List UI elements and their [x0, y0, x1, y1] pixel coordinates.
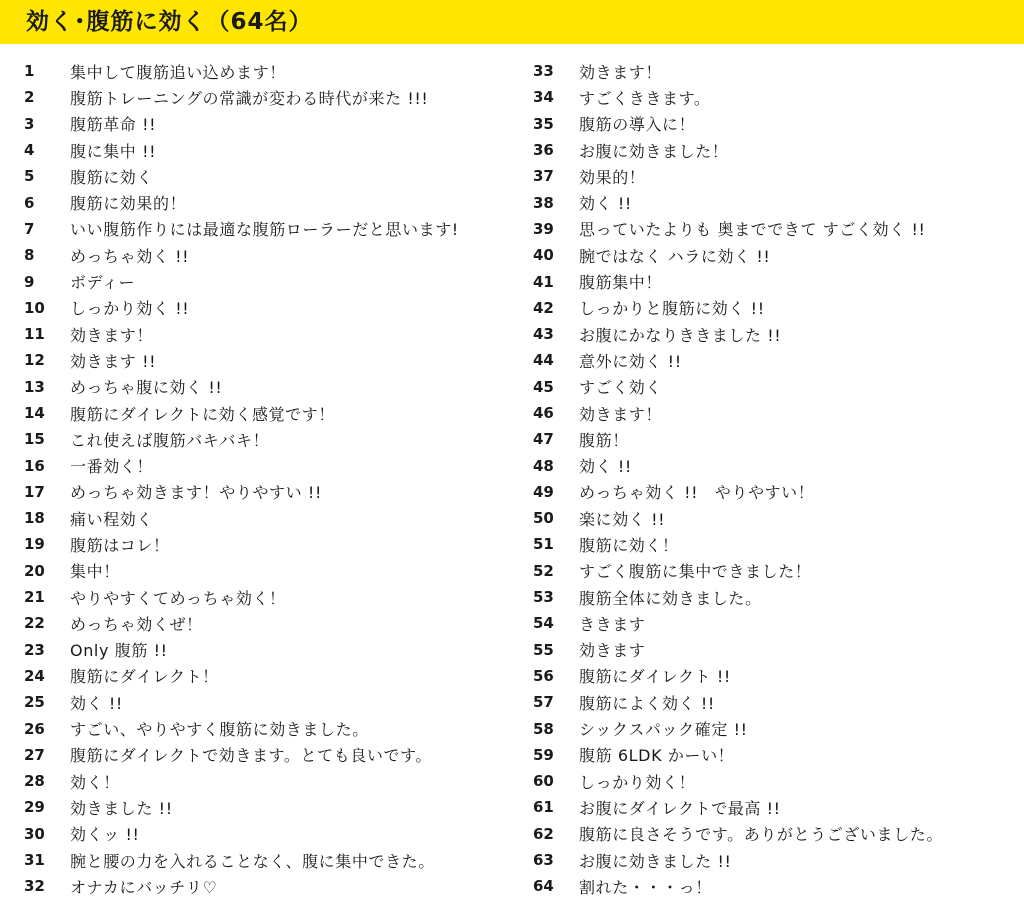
- item-number: 47: [533, 430, 554, 449]
- item-text: 腹筋革命 !!: [70, 115, 157, 135]
- item-number: 18: [24, 509, 45, 528]
- item-text: 効きます: [579, 641, 646, 661]
- item-text: 効く !!: [579, 194, 632, 214]
- list-item: [24, 84, 524, 110]
- item-text: 効く！: [70, 772, 120, 792]
- item-number: 12: [24, 351, 45, 370]
- item-number: 55: [533, 640, 554, 659]
- item-text: 腹筋にダイレクト！: [70, 667, 219, 687]
- list-item: [533, 216, 1019, 242]
- item-number: 4: [24, 141, 35, 160]
- list-item: [533, 742, 1019, 768]
- item-number: 31: [24, 851, 45, 870]
- item-number: 63: [533, 851, 554, 870]
- item-number: 10: [24, 298, 45, 317]
- item-text: シックスパック確定 !!: [579, 720, 748, 740]
- item-text: 腕ではなく ハラに効く !!: [579, 246, 771, 266]
- list-item: [533, 663, 1019, 689]
- item-text: めっちゃ効く !!: [70, 246, 190, 266]
- item-number: 26: [24, 719, 45, 738]
- list-item: [533, 584, 1019, 610]
- item-text: しっかり効く !!: [70, 299, 190, 319]
- item-number: 41: [533, 272, 554, 291]
- list-item: [533, 58, 1019, 84]
- item-text: 集中！: [70, 562, 120, 582]
- item-text: お腹に効きました !!: [579, 851, 732, 871]
- item-number: 20: [24, 561, 45, 580]
- list-item: [24, 400, 524, 426]
- item-number: 13: [24, 377, 45, 396]
- item-number: 57: [533, 693, 554, 712]
- item-text: しっかり効く！: [579, 772, 696, 792]
- list-item: [533, 873, 1019, 899]
- item-number: 15: [24, 430, 45, 449]
- item-text: めっちゃ効くぜ！: [70, 614, 203, 634]
- list-item: [533, 189, 1019, 215]
- list-item: [24, 558, 524, 584]
- item-number: 35: [533, 114, 554, 133]
- item-number: 23: [24, 640, 45, 659]
- list-item: [24, 715, 524, 741]
- item-number: 38: [533, 193, 554, 212]
- item-number: 58: [533, 719, 554, 738]
- item-text: 痛い程効く: [70, 509, 154, 529]
- item-number: 1: [24, 62, 35, 81]
- item-number: 28: [24, 772, 45, 791]
- item-text: 腹筋 6LDK かーい！: [579, 746, 735, 766]
- item-text: 効きます！: [579, 404, 663, 424]
- item-text: 意外に効く !!: [579, 351, 682, 371]
- item-text: 腹筋全体に効きました。: [579, 588, 762, 608]
- list-item: [533, 268, 1019, 294]
- item-number: 48: [533, 456, 554, 475]
- list-item: [24, 374, 524, 400]
- item-text: 楽に効く !!: [579, 509, 666, 529]
- list-item: [533, 610, 1019, 636]
- item-text: やりやすくてめっちゃ効く！: [70, 588, 286, 608]
- list-item: [24, 505, 524, 531]
- list-item: [533, 479, 1019, 505]
- list-item: [24, 584, 524, 610]
- list-item: [533, 374, 1019, 400]
- list-item: [24, 268, 524, 294]
- item-text: 腹に集中 !!: [70, 141, 157, 161]
- item-number: 17: [24, 482, 45, 501]
- item-text: 腹筋にダイレクト !!: [579, 667, 731, 687]
- list-item: [24, 347, 524, 373]
- list-item: [24, 768, 524, 794]
- list-item: [533, 321, 1019, 347]
- item-number: 8: [24, 246, 35, 265]
- list-item: [24, 111, 524, 137]
- item-text: めっちゃ腹に効く !!: [70, 378, 223, 398]
- list-item: [533, 295, 1019, 321]
- item-number: 64: [533, 877, 554, 896]
- list-item: [533, 452, 1019, 478]
- item-number: 25: [24, 693, 45, 712]
- list-item: [24, 163, 524, 189]
- item-text: これ使えば腹筋バキバキ！: [70, 430, 270, 450]
- item-number: 24: [24, 666, 45, 685]
- item-number: 59: [533, 745, 554, 764]
- item-text: めっちゃ効く !! やりやすい！: [579, 483, 815, 503]
- item-text: いい腹筋作りには最適な腹筋ローラーだと思います!: [70, 220, 459, 240]
- item-text: ボディー: [70, 273, 136, 293]
- item-text: 効くッ !!: [70, 825, 140, 845]
- list-item: [24, 531, 524, 557]
- list-item: [24, 479, 524, 505]
- list-item: [533, 84, 1019, 110]
- item-number: 50: [533, 509, 554, 528]
- item-text: 腹筋に効く: [70, 167, 154, 187]
- item-text: 腹筋にダイレクトに効く感覚です！: [70, 404, 335, 424]
- item-number: 30: [24, 824, 45, 843]
- item-number: 37: [533, 167, 554, 186]
- list-item: [533, 505, 1019, 531]
- list-item: [24, 216, 524, 242]
- item-text: すごく効く: [579, 378, 663, 398]
- item-number: 2: [24, 88, 35, 107]
- list-item: [533, 689, 1019, 715]
- list-item: [24, 242, 524, 268]
- item-number: 7: [24, 219, 35, 238]
- list-item: [533, 794, 1019, 820]
- item-number: 27: [24, 745, 45, 764]
- item-number: 32: [24, 877, 45, 896]
- item-number: 40: [533, 246, 554, 265]
- right-column-list: [533, 58, 1019, 900]
- item-number: 60: [533, 772, 554, 791]
- item-text: 腹筋に良さそうです。ありがとうございました。: [579, 825, 943, 845]
- item-number: 62: [533, 824, 554, 843]
- item-number: 3: [24, 114, 35, 133]
- item-number: 45: [533, 377, 554, 396]
- item-text: お腹にかなりききました !!: [579, 325, 782, 345]
- list-item: [24, 452, 524, 478]
- item-number: 36: [533, 141, 554, 160]
- item-number: 29: [24, 798, 45, 817]
- item-text: 集中して腹筋追い込めます！: [70, 62, 286, 82]
- item-number: 39: [533, 219, 554, 238]
- item-text: 腕と腰の力を入れることなく、腹に集中できた。: [70, 851, 435, 871]
- item-text: 効果的！: [579, 167, 646, 187]
- item-number: 14: [24, 404, 45, 422]
- item-text: 腹筋！: [579, 430, 629, 450]
- list-item: [533, 163, 1019, 189]
- left-column-list: [24, 58, 524, 900]
- list-item: [533, 400, 1019, 426]
- item-text: 効く !!: [70, 693, 123, 713]
- item-text: お腹にダイレクトで最高 !!: [579, 798, 781, 818]
- list-item: [24, 873, 524, 899]
- item-text: 効く !!: [579, 457, 632, 477]
- list-item: [533, 637, 1019, 663]
- list-item: [24, 321, 524, 347]
- item-text: すごい、やりやすく腹筋に効きました。: [70, 720, 369, 740]
- item-number: 19: [24, 535, 45, 554]
- list-item: [533, 558, 1019, 584]
- item-number: 33: [533, 62, 554, 81]
- item-number: 49: [533, 482, 554, 501]
- item-text: すごくききます。: [579, 88, 711, 108]
- item-text: 腹筋にダイレクトで効きます。とても良いです。: [70, 746, 433, 766]
- item-text: 思っていたよりも 奥までできて すごく効く !!: [579, 220, 926, 240]
- item-number: 43: [533, 325, 554, 344]
- item-number: 61: [533, 798, 554, 817]
- list-item: [533, 242, 1019, 268]
- list-item: [24, 610, 524, 636]
- item-number: 54: [533, 614, 554, 633]
- list-item: [533, 847, 1019, 873]
- item-number: 21: [24, 588, 45, 607]
- item-text: ききます: [579, 614, 646, 634]
- item-number: 5: [24, 167, 35, 186]
- item-number: 44: [533, 351, 554, 370]
- item-number: 9: [24, 272, 35, 291]
- list-item: [24, 137, 524, 163]
- list-item: [24, 426, 524, 452]
- list-item: [24, 663, 524, 689]
- list-item: [24, 821, 524, 847]
- item-text: 効きます！: [70, 325, 154, 345]
- item-text: Only 腹筋 !!: [70, 641, 168, 661]
- item-text: しっかりと腹筋に効く !!: [579, 299, 765, 319]
- item-text: お腹に効きました！: [579, 141, 729, 161]
- item-text: すごく腹筋に集中できました！: [579, 562, 812, 582]
- item-text: 腹筋によく効く !!: [579, 693, 715, 713]
- list-item: [24, 189, 524, 215]
- list-item: [533, 821, 1019, 847]
- item-text: 効きます！: [579, 62, 663, 82]
- item-text: 一番効く！: [70, 457, 154, 477]
- item-number: 46: [533, 404, 554, 422]
- item-text: 腹筋集中！: [579, 273, 663, 293]
- list-item: [533, 715, 1019, 741]
- item-text: 腹筋はコレ！: [70, 535, 170, 555]
- item-text: 腹筋に効果的！: [70, 194, 187, 214]
- list-item: [533, 347, 1019, 373]
- item-text: 腹筋に効く！: [579, 535, 679, 555]
- item-number: 42: [533, 298, 554, 317]
- item-number: 52: [533, 561, 554, 580]
- item-number: 53: [533, 588, 554, 607]
- item-number: 11: [24, 325, 45, 344]
- list-item: [533, 111, 1019, 137]
- item-number: 16: [24, 456, 45, 475]
- item-number: 56: [533, 666, 554, 685]
- page-title: 効く･腹筋に効く（64名）: [26, 9, 313, 35]
- item-text: めっちゃ効きます！やりやすい !!: [70, 483, 322, 503]
- list-item: [533, 426, 1019, 452]
- list-item: [24, 847, 524, 873]
- title-bar: [0, 0, 1024, 44]
- list-item: [533, 137, 1019, 163]
- item-number: 6: [24, 193, 35, 212]
- list-item: [533, 768, 1019, 794]
- list-item: [24, 58, 524, 84]
- list-item: [533, 531, 1019, 557]
- item-number: 34: [533, 88, 554, 107]
- item-text: オナカにバッチリ♡: [70, 877, 218, 897]
- list-item: [24, 637, 524, 663]
- item-text: 腹筋トレーニングの常識が変わる時代が来た !!!: [70, 88, 429, 108]
- list-item: [24, 794, 524, 820]
- item-text: 効きます !!: [70, 351, 157, 371]
- list-item: [24, 295, 524, 321]
- list-item: [24, 742, 524, 768]
- list-item: [24, 689, 524, 715]
- item-number: 51: [533, 535, 554, 554]
- item-text: 割れた・・・っ！: [579, 877, 712, 897]
- item-number: 22: [24, 614, 45, 633]
- item-text: 効きました !!: [70, 798, 173, 818]
- item-text: 腹筋の導入に！: [579, 115, 696, 135]
